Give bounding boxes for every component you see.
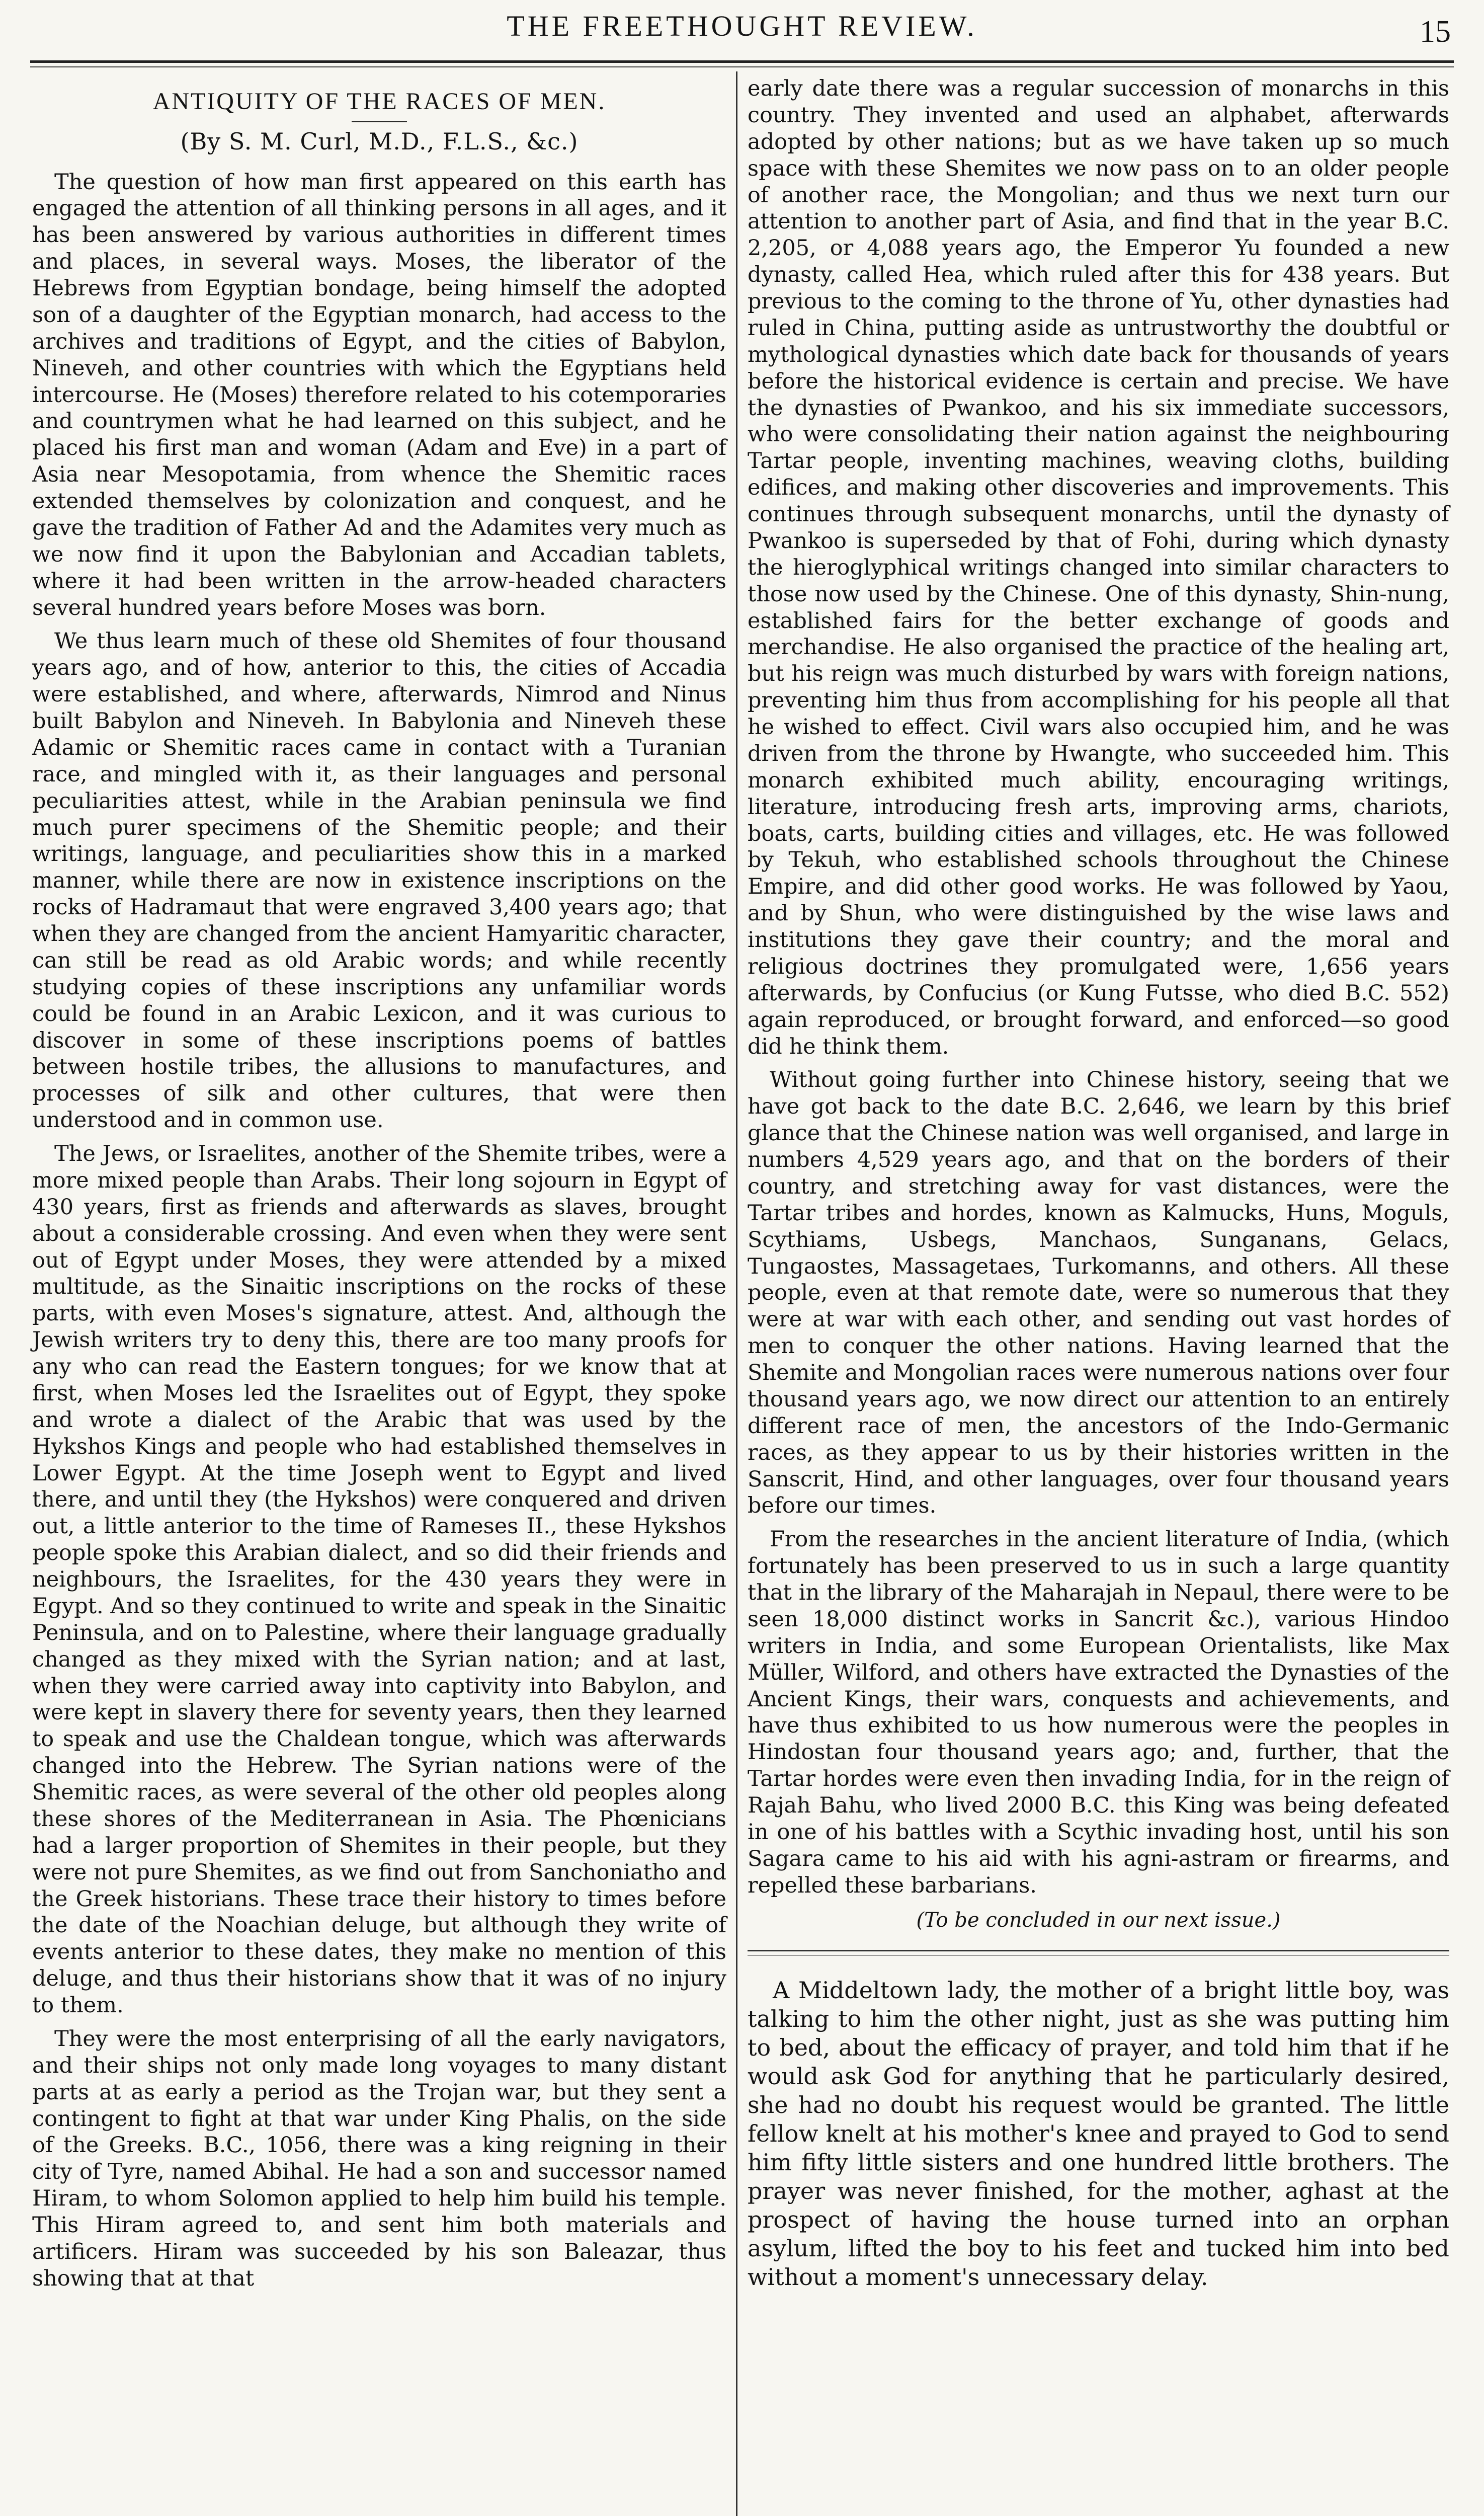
article-title: ANTIQUITY OF THE RACES OF MEN. bbox=[152, 88, 606, 115]
header-rule-thin bbox=[30, 66, 1454, 67]
paragraph: The question of how man first appeared on this earth has engaged the attention of all thinking persons in all ages, and it has been answered by various authorities in different times and places, in several ways. Moses, the liberator of the Hebrews from Egyptian bondage, being himself the adopted son of a daughter of the Egyptian monarch, had access to the archives and traditions of Egypt, and the cities of Babylon, Nineveh, and other countries with which the Egyptians held intercourse. He (Moses) therefore related to his cotemporaries and countrymen what he had learned on this subject, and he placed his first man and woman (Adam and Eve) in a part of Asia near Mesopotamia, from whence the Shemitic races extended themselves by colonization and conquest, and he gave the tradition of Father Ad and the Adamites very much as we now find it upon the Babylonian and Accadian tablets, where it had been written in the arrow-headed characters several hundred years before Moses was born. bbox=[32, 169, 726, 620]
section-divider bbox=[748, 1950, 1449, 1956]
paragraph: From the researches in the ancient literature of India, (which fortunately has been preserved to us in such a large quantity that in the library of the Maharajah in Nepaul, there were to be seen 18,000 distinct works in Sancrit &c.), various Hindoo writers in India, and some European Orientalists, like Max Müller, Wilford, and others have extracted the Dynasties of the Ancient Kings, their wars, conquests and achievements, and have thus exhibited to us how numerous were the peoples in Hindostan four thousand years ago; and, further, that the Tartar hordes were even then invading India, for in the reign of Rajah Bahu, who lived 2000 B.C. this King was being defeated in one of his battles with a Scythic invading host, until his son Sagara came to his aid with his agni-astram or firearms, and repelled these barbarians. bbox=[748, 1527, 1449, 1898]
continuation-note: (To be concluded in our next issue.) bbox=[916, 1908, 1281, 1932]
paragraph: The Jews, or Israelites, another of the Shemite tribes, were a more mixed people than Arabs. Their long sojourn in Egypt of 430 years, first as friends and afterwards as slaves, brought about a considerable crossing. And even when they were sent out of Egypt under Moses, they were attended by a mixed multitude, as the Sinaitic inscriptions on the rocks of these parts, with even Moses's signature, attest. And, although the Jewish writers try to deny this, there are too many proofs for any who can read the Eastern tongues; for we know that at first, when Moses led the Israelites out of Egypt, they spoke and wrote a dialect of the Arabic that was used by the Hykshos Kings and people who had established themselves in Lower Egypt. At the time Joseph went to Egypt and lived there, and until they (the Hykshos) were conquered and driven out, a little anterior to the time of Rameses II., these Hykshos people spoke this Arabian dialect, and so did their friends and neighbours, the Israelites, for the 430 years they were in Egypt. And so they continued to write and speak in the Sinaitic Peninsula, and on to Palestine, where their language gradually changed as they mixed with the Syrian nation; and at last, when they were carried away into captivity into Babylon, and were kept in slavery there for seventy years, then they learned to speak and use the Chaldean tongue, which was afterwards changed into the Hebrew. The Syrian nations were of the Shemitic races, as were several of the other old peoples along these shores of the Mediterranean in Asia. The Phœnicians had a larger proportion of Shemites in their people, but they were not pure Shemites, as we find out from Sanchoniatho and the Greek historians. These trace their history to times before the date of the Noachian deluge, but although they write of events anterior to these dates, they make no mention of this deluge, and thus their historians show that it was of no injury to them. bbox=[32, 1141, 726, 2018]
byline: (By S. M. Curl, M.D., F.L.S., &c.) bbox=[180, 128, 579, 155]
masthead bbox=[30, 4, 1454, 59]
anecdote-paragraph: A Middeltown lady, the mother of a bright little boy, was talking to him the other night, just as she was putting him to bed, about the efficacy of prayer, and told him that if he would ask God for anything that he particularly desired, she had no doubt his request would be granted. The little fellow knelt at his mother's knee and prayed to God to send him fifty little sisters and one hundred little brothers. The prayer was never finished, for the mother, aghast at the prospect of having the house turned into an orphan asylum, lifted the boy to his feet and tucked him into bed without a moment's unnecessary delay. bbox=[748, 1976, 1449, 2291]
journal-title: THE FREETHOUGHT REVIEW. bbox=[507, 10, 977, 42]
header-rule bbox=[30, 60, 1454, 63]
left-column bbox=[32, 75, 726, 2299]
column-divider bbox=[736, 71, 737, 2516]
anecdote bbox=[748, 1976, 1449, 2292]
paragraph: early date there was a regular succession of monarchs in this country. They invented and used an alphabet, afterwards adopted by other nations; but as we have taken up so much space with these Shemites we now pass on to an older people of another race, the Mongolian; and thus we next turn our attention to another part of Asia, and find that in the year B.C. 2,205, or 4,088 years ago, the Emperor Yu founded a new dynasty, called Hea, which ruled after this for 438 years. But previous to the coming to the throne of Yu, other dynasties had ruled in China, putting aside as untrustworthy the doubtful or mythological dynasties which date back for thousands of years before the historical evidence is certain and precise. We have the dynasties of Pwankoo, and his six immediate successors, who were consolidating their nation against the neighbouring Tartar people, inventing machines, weaving cloths, building edifices, and making other discoveries and improvements. This continues through subsequent monarchs, until the dynasty of Pwankoo is superseded by that of Fohi, during which dynasty the hieroglyphical writings changed into similar characters to those now used by the Chinese. One of this dynasty, Shin-nung, established fairs for the better exchange of goods and merchandise. He also organised the practice of the healing art, but his reign was much disturbed by wars with foreign nations, preventing him thus from accomplishing for his people all that he wished to effect. Civil wars also occupied him, and he was driven from the throne by Hwangte, who succeeded him. This monarch exhibited much ability, encouraging writings, literature, introducing fresh arts, improving arms, chariots, boats, carts, building cities and villages, etc. He was followed by Tekuh, who established schools throughout the Chinese Empire, and did other good works. He was followed by Yaou, and by Shun, who were distinguished by the wise laws and institutions they gave their country; and the moral and religious doctrines they promulgated were, 1,656 years afterwards, by Confucius (or Kung Futsse, who died B.C. 552) again reproduced, or brought forward, and enforced—so good did he think them. bbox=[748, 76, 1449, 1059]
paragraph: They were the most enterprising of all the early navigators, and their ships not only made long voyages to many distant parts at as early a period as the Trojan war, but they sent a contingent to fight at that war under King Phalis, on the side of the Greeks. B.C., 1056, there was a king reigning in their city of Tyre, named Abihal. He had a son and successor named Hiram, to whom Solomon applied to help him build his temple. This Hiram agreed to, and sent him both materials and artificers. Hiram was succeeded by his son Baleazar, thus showing that at that bbox=[32, 2026, 726, 2291]
page-number: 15 bbox=[1420, 15, 1451, 49]
title-rule bbox=[352, 121, 407, 122]
paragraph: Without going further into Chinese history, seeing that we have got back to the date B.C. 2,646, we learn by this brief glance that the Chinese nation was well organised, and large in numbers 4,529 years ago, and that on the borders of their country, and stretching away for vast distances, were the Tartar tribes and hordes, known as Kalmucks, Huns, Moguls, Scythiams, Usbegs, Manchaos, Sunganans, Gelacs, Tungaostes, Massagetaes, Turkomanns, and others. All these people, even at that remote date, were so numerous that they were at war with each other, and sending out vast hordes of men to conquer the other nations. Having learned that the Shemite and Mongolian races were numerous nations over four thousand years ago, we now direct our attention to an entirely different race of men, the ancestors of the Indo-Germanic races, as they appear to us by their histories written in the Sanscrit, Hind, and other languages, over four thousand years before our times. bbox=[748, 1067, 1449, 1519]
paragraph: We thus learn much of these old Shemites of four thousand years ago, and of how, anterior to this, the cities of Accadia were established, and where, afterwards, Nimrod and Ninus built Babylon and Nineveh. In Babylonia and Nineveh these Adamic or Shemitic races came in contact with a Turanian race, and mingled with it, as their languages and personal peculiarities attest, while in the Arabian peninsula we find much purer specimens of the Shemitic people; and their writings, language, and peculiarities show this in a marked manner, while there are now in existence inscriptions on the rocks of Hadramaut that were engraved 3,400 years ago; that when they are changed from the ancient Hamyaritic character, can still be read as old Arabic words; and while recently studying copies of these inscriptions any unfamiliar words could be found in an Arabic Lexicon, and it was curious to discover in some of these inscriptions poems of battles between hostile tribes, the allusions to manufactures, and processes of silk and other cultures, that were then understood and in common use. bbox=[32, 628, 726, 1133]
right-column bbox=[748, 75, 1449, 2299]
